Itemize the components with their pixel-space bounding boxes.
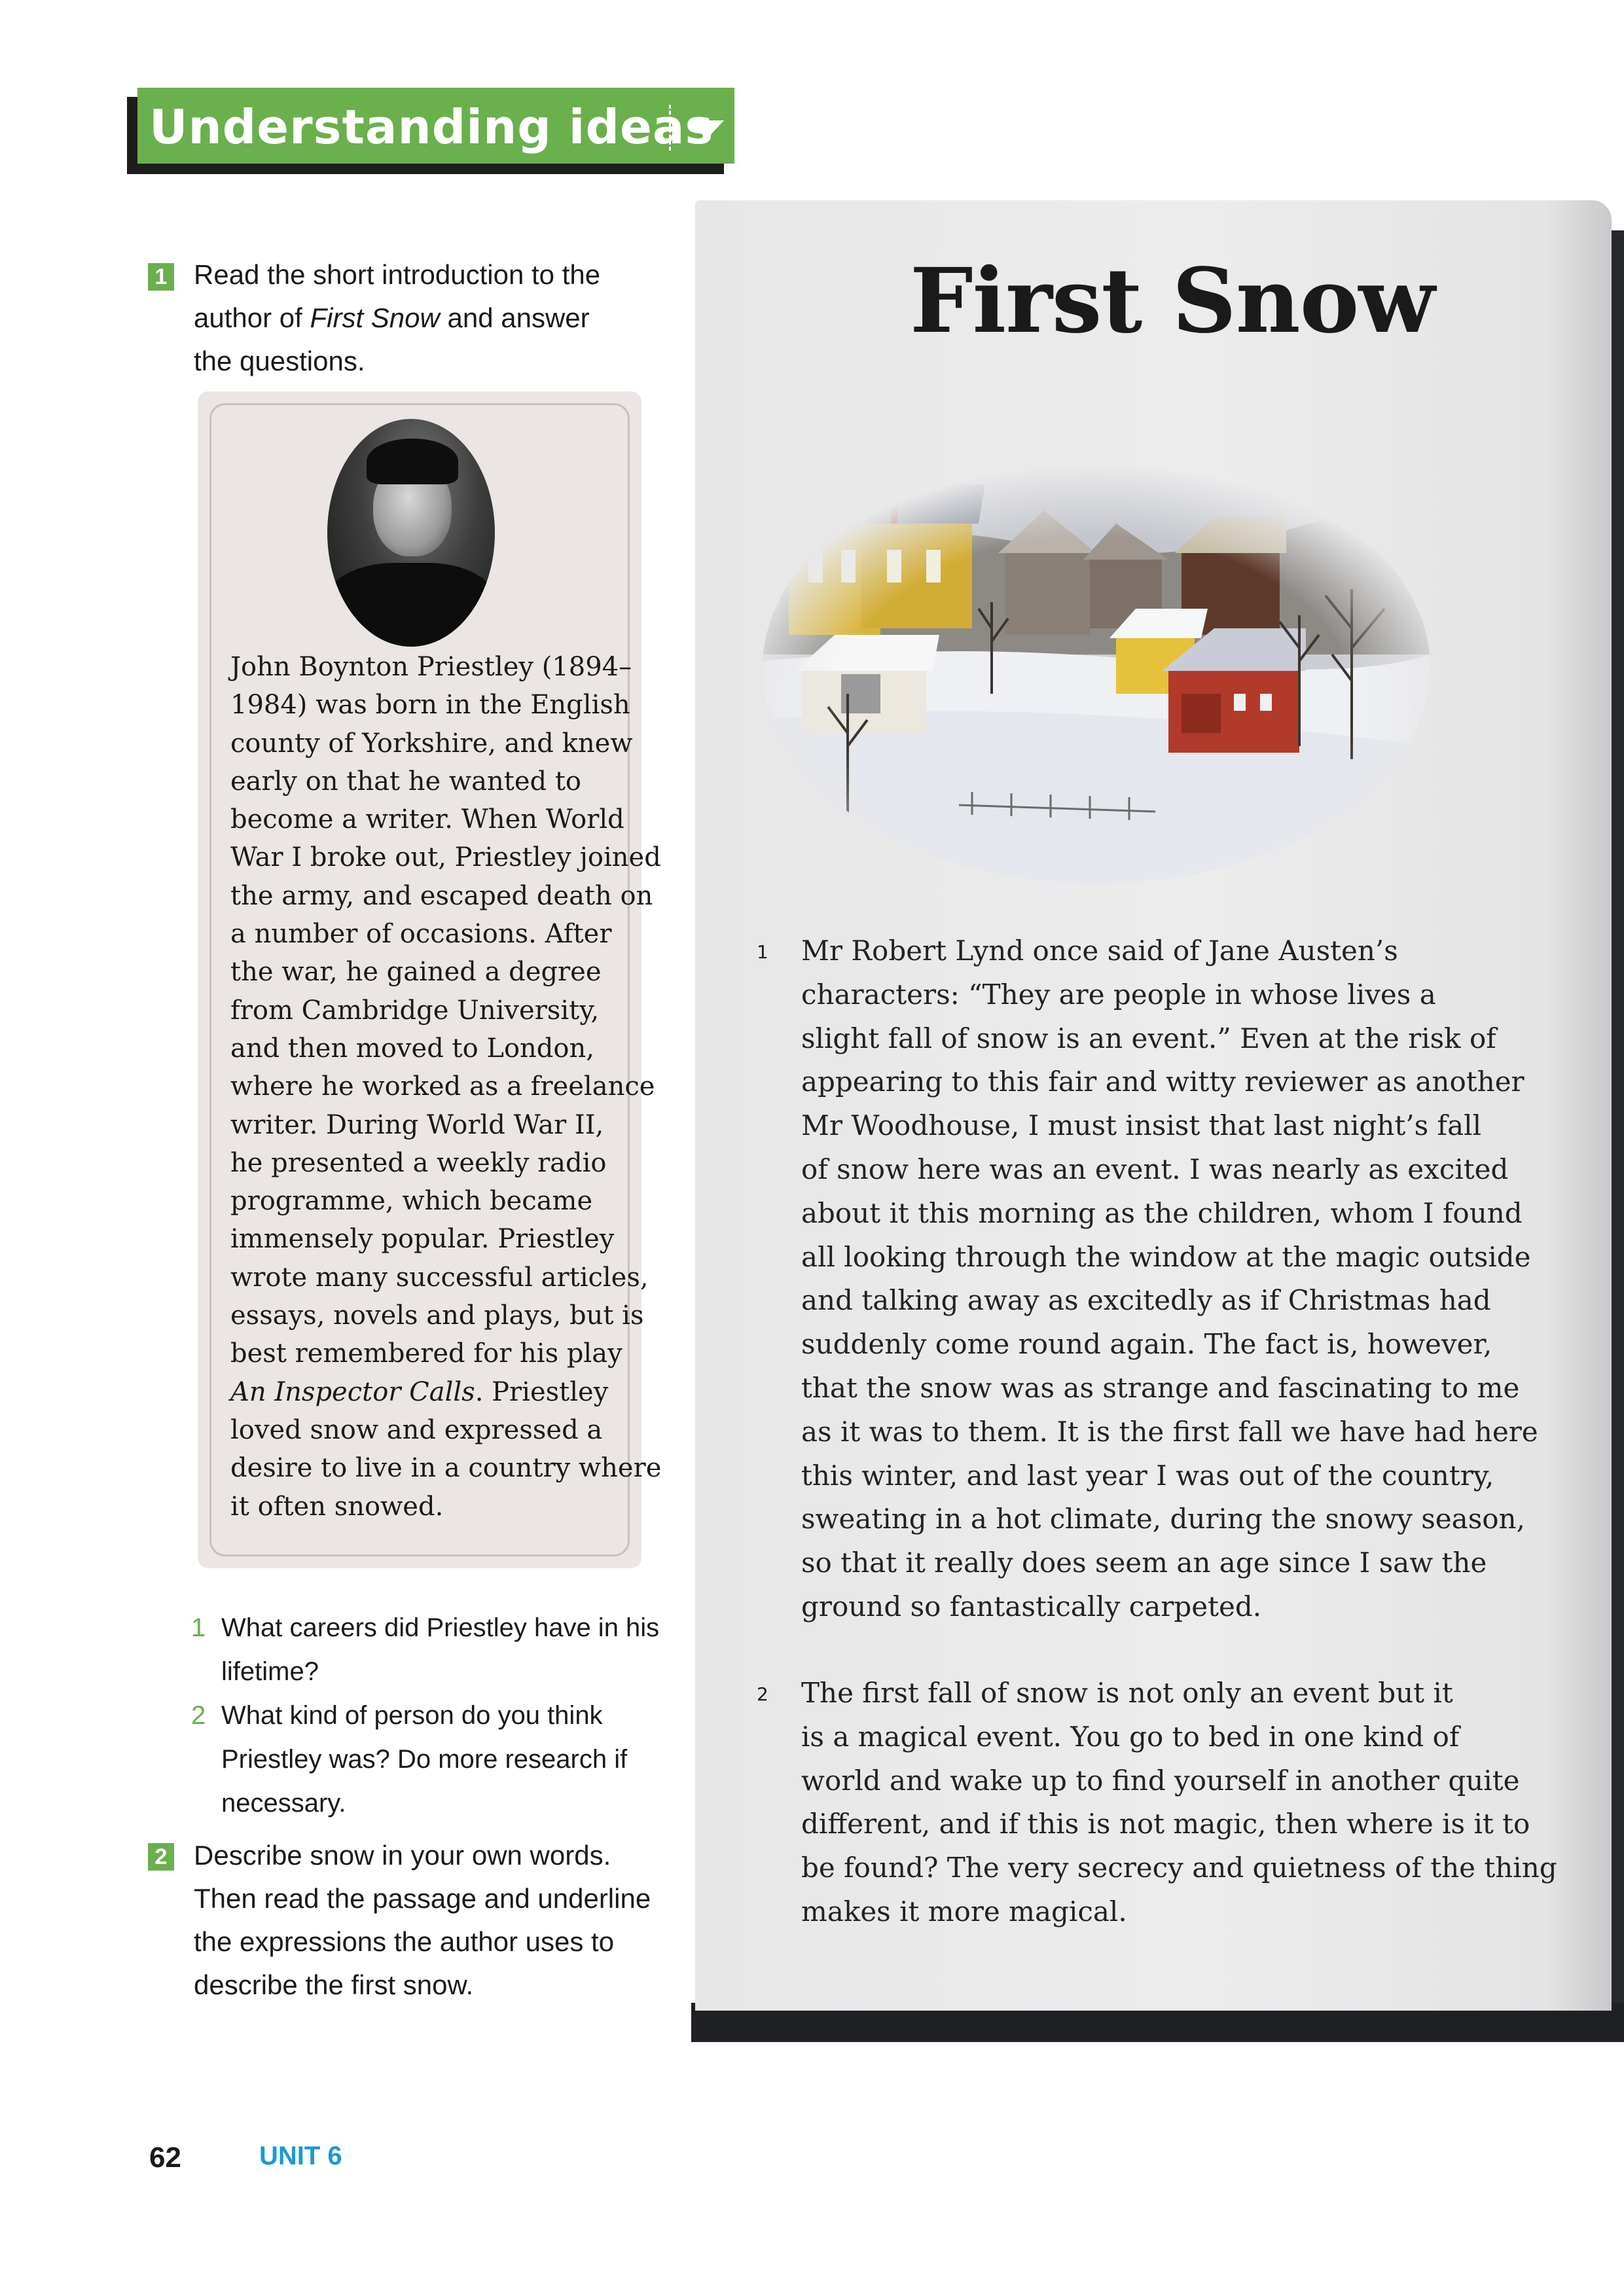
task-2-line: describe the first snow. xyxy=(194,1969,474,2000)
bio-line: it often snowed. xyxy=(230,1491,444,1522)
bio-line: from Cambridge University, xyxy=(230,995,600,1026)
story-line: all looking through the window at the magic outside xyxy=(801,1240,1531,1273)
text-fragment: and answer xyxy=(439,302,590,333)
bio-line: essays, novels and plays, but is xyxy=(230,1300,644,1331)
story-line: be found? The very secrecy and quietness of the thing xyxy=(801,1852,1557,1884)
page-number: 62 xyxy=(149,2142,181,2174)
bio-line: loved snow and expressed a xyxy=(230,1414,603,1445)
story-paragraph-2 xyxy=(801,1672,1557,1934)
bio-line: desire to live in a country where xyxy=(230,1453,662,1484)
paragraph-number-2: 2 xyxy=(757,1683,768,1705)
question-text xyxy=(221,1606,659,1694)
bio-line: a number of occasions. After xyxy=(230,919,612,950)
task-number-2: 2 xyxy=(148,1843,174,1871)
question-line: What careers did Priestley have in his xyxy=(221,1613,660,1642)
story-line: appearing to this fair and witty reviewer as another xyxy=(801,1066,1525,1098)
task-2-line: the expressions the author uses to xyxy=(194,1926,615,1957)
story-line: different, and if this is not magic, then where is it to xyxy=(801,1808,1530,1840)
dropdown-arrow-icon xyxy=(690,120,724,139)
story-line: characters: “They are people in whose lives a xyxy=(801,978,1436,1011)
story-line: is a magical event. You go to bed in one kind of xyxy=(801,1720,1460,1753)
story-line: makes it more magical. xyxy=(801,1895,1127,1928)
unit-label: UNIT 6 xyxy=(259,2142,342,2170)
question-line: Priestley was? Do more research if xyxy=(221,1745,628,1774)
story-line: about it this morning as the children, whom I found xyxy=(801,1196,1523,1229)
task-1-text xyxy=(194,253,600,383)
story-line: sweating in a hot climate, during the snowy season, xyxy=(801,1503,1525,1535)
story-line: suddenly come round again. The fact is, however, xyxy=(801,1328,1492,1361)
header-divider xyxy=(669,105,671,151)
bio-line: become a writer. When World xyxy=(230,804,624,835)
book-title-reference: First Snow xyxy=(310,302,440,333)
bio-line: best remembered for his play xyxy=(230,1338,623,1369)
bio-line: and then moved to London, xyxy=(230,1033,594,1064)
paragraph-number-1: 1 xyxy=(757,941,768,963)
portrait-suit xyxy=(327,563,495,647)
question-number: 2 xyxy=(191,1701,206,1730)
task-2-text xyxy=(194,1834,651,2007)
story-line: Mr Robert Lynd once said of Jane Austen’s xyxy=(801,935,1398,967)
bio-line: where he worked as a freelance xyxy=(230,1071,655,1102)
author-portrait xyxy=(327,419,495,647)
book-title: First Snow xyxy=(910,249,1435,353)
question-line: lifetime? xyxy=(221,1657,319,1686)
story-line: The first fall of snow is not only an event but it xyxy=(801,1677,1453,1709)
story-line: that the snow was as strange and fascinating to me xyxy=(801,1371,1520,1404)
bio-line xyxy=(230,1373,623,1411)
task-2-line: Then read the passage and underline xyxy=(194,1883,651,1914)
bio-line: John Boynton Priestley (1894– xyxy=(230,652,632,682)
bio-line: War I broke out, Priestley joined xyxy=(230,842,661,873)
question-line: What kind of person do you think xyxy=(221,1701,603,1730)
question-item xyxy=(191,1694,659,1825)
story-line: world and wake up to find yourself in another quite xyxy=(801,1764,1520,1797)
story-line: this winter, and last year I was out of the country, xyxy=(801,1459,1494,1492)
story-line: and talking away as excitedly as if Christmas had xyxy=(801,1284,1491,1317)
task-number-1: 1 xyxy=(148,263,174,291)
snowy-village-illustration xyxy=(763,353,1430,890)
task-1-line xyxy=(194,296,600,340)
bio-line: county of Yorkshire, and knew xyxy=(230,728,633,759)
story-paragraph-1 xyxy=(801,929,1538,1629)
bio-line: immensely popular. Priestley xyxy=(230,1224,615,1255)
question-text xyxy=(221,1694,627,1825)
text-fragment: author of xyxy=(194,302,310,333)
task-1-line: Read the short introduction to the xyxy=(194,259,601,290)
story-line: ground so fantastically carpeted. xyxy=(801,1590,1262,1623)
bio-line: programme, which became xyxy=(230,1186,593,1217)
story-line: slight fall of snow is an event.” Even at the risk of xyxy=(801,1022,1496,1054)
story-line: as it was to them. It is the first fall we have had here xyxy=(801,1415,1538,1448)
story-line: Mr Woodhouse, I must insist that last night’s fall xyxy=(801,1109,1482,1142)
bio-line: the army, and escaped death on xyxy=(230,880,653,911)
play-title: An Inspector Calls xyxy=(230,1376,475,1407)
bio-line: early on that he wanted to xyxy=(230,766,581,797)
bio-line: 1984) was born in the English xyxy=(230,690,630,721)
portrait-hair xyxy=(367,439,458,484)
story-line: so that it really does seem an age since I saw the xyxy=(801,1547,1487,1579)
author-bio-text xyxy=(230,648,662,1526)
section-title: Understanding ideas xyxy=(149,99,714,154)
question-line: necessary. xyxy=(221,1789,346,1818)
story-line: of snow here was an event. I was nearly as excited xyxy=(801,1153,1509,1185)
bio-line: writer. During World War II, xyxy=(230,1109,604,1140)
task-1-line: the questions. xyxy=(194,346,365,376)
bio-line: wrote many successful articles, xyxy=(230,1262,649,1293)
task-2-line: Describe snow in your own words. xyxy=(194,1840,611,1871)
bio-line: the war, he gained a degree xyxy=(230,957,602,988)
question-item xyxy=(191,1606,659,1694)
text-fragment: . Priestley xyxy=(475,1376,609,1407)
question-number: 1 xyxy=(191,1613,206,1642)
question-list xyxy=(191,1606,659,1825)
bio-line: he presented a weekly radio xyxy=(230,1147,607,1178)
